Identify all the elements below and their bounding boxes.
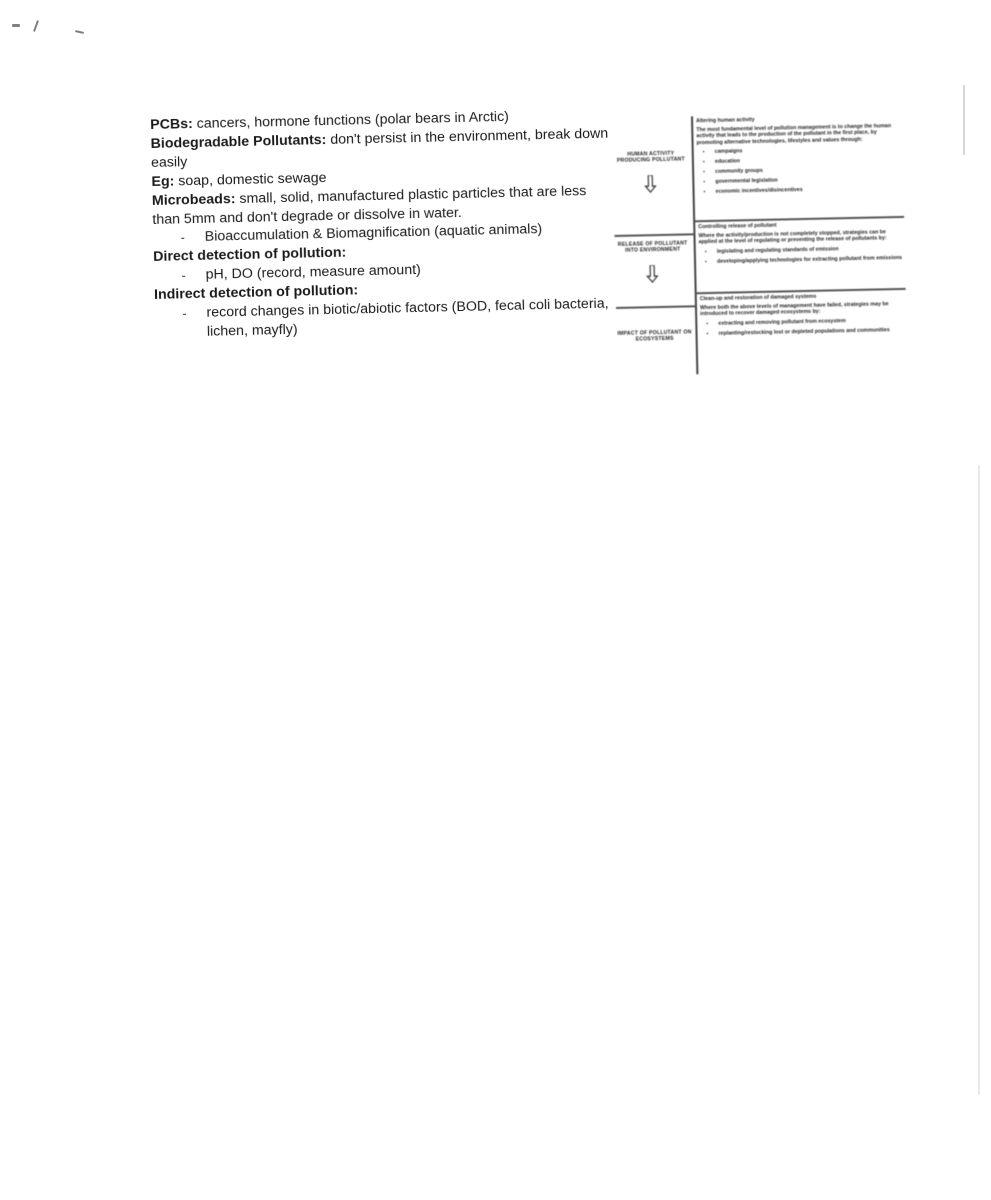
- eg-line: Eg: soap, domestic sewage: [151, 169, 327, 190]
- scan-mark-dash: [12, 24, 20, 27]
- diagram-divider-4: [616, 305, 696, 308]
- indirect-detection-bullet: - record changes in biotic/abiotic factors (BOD, fecal coli bacteria, lichen, mayfly): [154, 295, 615, 343]
- scan-mark-slash: [33, 20, 39, 32]
- pcbs-line: PCBs: cancers, hormone functions (polar bears in Arctic): [150, 108, 510, 133]
- pollution-management-diagram: [612, 112, 909, 376]
- direct-detection-bullet: - pH, DO (record, measure amount): [153, 257, 613, 286]
- stage-3-bullets: ▪ extracting and removing pollutant from ecosystem ▪ replanting/restocking lost or depleted populations and communities: [700, 317, 906, 338]
- stage-panel-controlling-release: Controlling release of pollutant Where the activity/production is not completely stopped, strategies can be applied at the level of regulating or preventing the release of pollutants by: ▪ legislating and regulating standards of emission ▪ developing/applying technologies for extracting pollutant from emissions: [698, 220, 905, 269]
- notes-section: [150, 106, 615, 343]
- biodegradable-line: Biodegradable Pollutants: don't persist in the environment, break down easily: [150, 125, 609, 171]
- diagram-divider-2: [614, 233, 694, 236]
- microbeads-bullet: - Bioaccumulation & Biomagnification (aquatic animals): [153, 219, 613, 248]
- stage-panel-clean-up: Clean-up and restoration of damaged systems Where both the above levels of management have failed, strategies may be introduced to recover damaged ecosystems by: ▪ extracting and removing pollutant from ecosystem ▪ replanting/restocking lost or depleted populations and communities: [700, 292, 907, 341]
- indirect-detection-heading: Indirect detection of pollution:: [153, 282, 359, 304]
- stage-label-release: RELEASE OF POLLUTANT INTO ENVIRONMENT: [617, 240, 688, 255]
- down-arrow-icon: [644, 175, 656, 193]
- direct-detection-heading: Direct detection of pollution:: [153, 244, 347, 266]
- page-edge-bottom: [978, 465, 980, 1095]
- stage-2-bullets: ▪ legislating and regulating standards of emission ▪ developing/applying technologies for extracting pollutant from emissions: [699, 245, 905, 266]
- down-arrow-icon: [646, 265, 658, 283]
- stage-label-impact: IMPACT OF POLLUTANT ON ECOSYSTEMS: [617, 329, 692, 343]
- stage-panel-altering-activity: Altering human activity The most fundamental level of pollution management is to change the human activity that leads to the production of the pollutant in the first place, by promoting alternative technologies, lifestyles and values through: ▪ campaigns ▪ education ▪ community groups ▪ governmental legislation ▪ economic incentives/disincentives: [696, 114, 904, 200]
- scan-mark-tilde: [75, 30, 84, 34]
- stage-1-bullets: ▪ campaigns ▪ education ▪ community groups ▪ governmental legislation ▪ economic incentives/disincentives: [697, 145, 904, 196]
- page-edge-top: [963, 85, 965, 155]
- stage-label-human-activity: HUMAN ACTIVITY PRODUCING POLLUTANT: [616, 150, 685, 165]
- microbeads-line: Microbeads: small, solid, manufactured plastic particles that are less than 5mm and don't degrade or dissolve in water.: [151, 182, 587, 228]
